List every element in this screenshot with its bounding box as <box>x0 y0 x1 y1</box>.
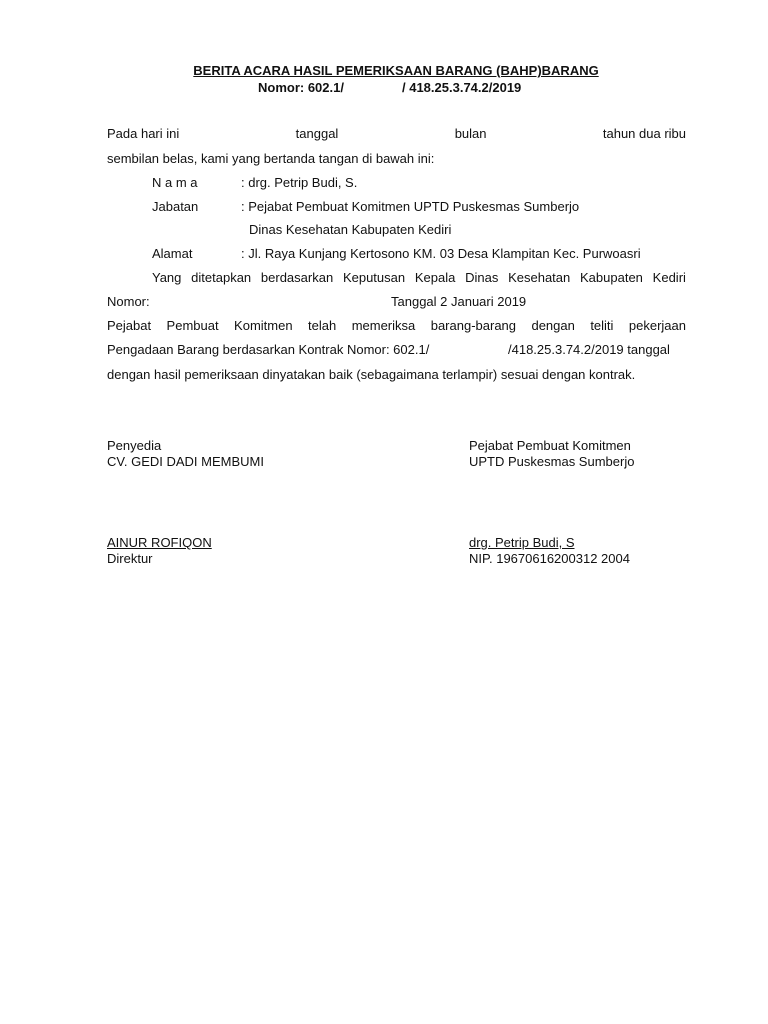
body-word: Pembuat <box>166 318 219 333</box>
position-value: : Pejabat Pembuat Komitmen UPTD Puskesmas Sumberjo <box>241 199 580 214</box>
body-word: barang-barang <box>430 318 517 333</box>
address-label: Alamat <box>152 246 193 261</box>
body-word: dengan <box>531 318 575 333</box>
signer-right-org: UPTD Puskesmas Sumberjo <box>469 454 635 469</box>
document-title: BERITA ACARA HASIL PEMERIKSAAN BARANG (BAHP)BARANG <box>193 63 599 78</box>
signer-left-role: Penyedia <box>107 438 162 453</box>
position-label: Jabatan <box>152 199 199 214</box>
decree-number-label: Nomor: <box>107 294 150 309</box>
decree-word: Kabupaten <box>580 270 643 285</box>
body-word: pekerjaan <box>628 318 686 333</box>
decree-word: berdasarkan <box>260 270 334 285</box>
signer-right-nip: NIP. 19670616200312 2004 <box>469 551 630 566</box>
position-value-continued: Dinas Kesehatan Kabupaten Kediri <box>249 222 452 237</box>
document-number-suffix: / 418.25.3.74.2/2019 <box>402 80 522 95</box>
decree-word: ditetapkan <box>191 270 252 285</box>
document-number-prefix: Nomor: 602.1/ <box>258 80 344 95</box>
decree-word: Yang <box>152 270 182 285</box>
intro-word: bulan <box>454 126 487 141</box>
decree-word: Kesehatan <box>508 270 571 285</box>
body-word: telah <box>308 318 337 333</box>
body-line-1 <box>107 318 686 333</box>
name-label: N a m a <box>152 175 198 190</box>
decree-word: Keputusan <box>342 270 406 285</box>
signer-left-name: AINUR ROFIQON <box>107 535 212 550</box>
address-value: : Jl. Raya Kunjang Kertosono KM. 03 Desa Klampitan Kec. Purwoasri <box>241 246 641 261</box>
intro-word: tahun dua ribu <box>602 126 686 141</box>
decree-line-1 <box>152 270 686 285</box>
body-line-3: dengan hasil pemeriksaan dinyatakan baik (sebagaimana terlampir) sesuai dengan kontrak. <box>107 367 636 382</box>
name-value: : drg. Petrip Budi, S. <box>241 175 358 190</box>
intro-word: tanggal <box>295 126 339 141</box>
body-word: Pejabat <box>107 318 152 333</box>
decree-word: Dinas <box>465 270 499 285</box>
body-word: memeriksa <box>351 318 416 333</box>
intro-line-1 <box>107 126 686 141</box>
body-line-2-right: /418.25.3.74.2/2019 tanggal <box>508 342 670 357</box>
body-word: Komitmen <box>234 318 293 333</box>
signer-left-title: Direktur <box>107 551 153 566</box>
decree-word: Kepala <box>414 270 456 285</box>
intro-word: Pada hari ini <box>107 126 180 141</box>
intro-line-2: sembilan belas, kami yang bertanda tangan di bawah ini: <box>107 151 435 166</box>
body-line-2-left: Pengadaan Barang berdasarkan Kontrak Nomor: 602.1/ <box>107 342 430 357</box>
decree-word: Kediri <box>652 270 686 285</box>
body-word: teliti <box>590 318 614 333</box>
signer-right-role: Pejabat Pembuat Komitmen <box>469 438 631 453</box>
signer-left-org: CV. GEDI DADI MEMBUMI <box>107 454 264 469</box>
signer-right-name: drg. Petrip Budi, S <box>469 535 575 550</box>
decree-date: Tanggal 2 Januari 2019 <box>391 294 527 309</box>
